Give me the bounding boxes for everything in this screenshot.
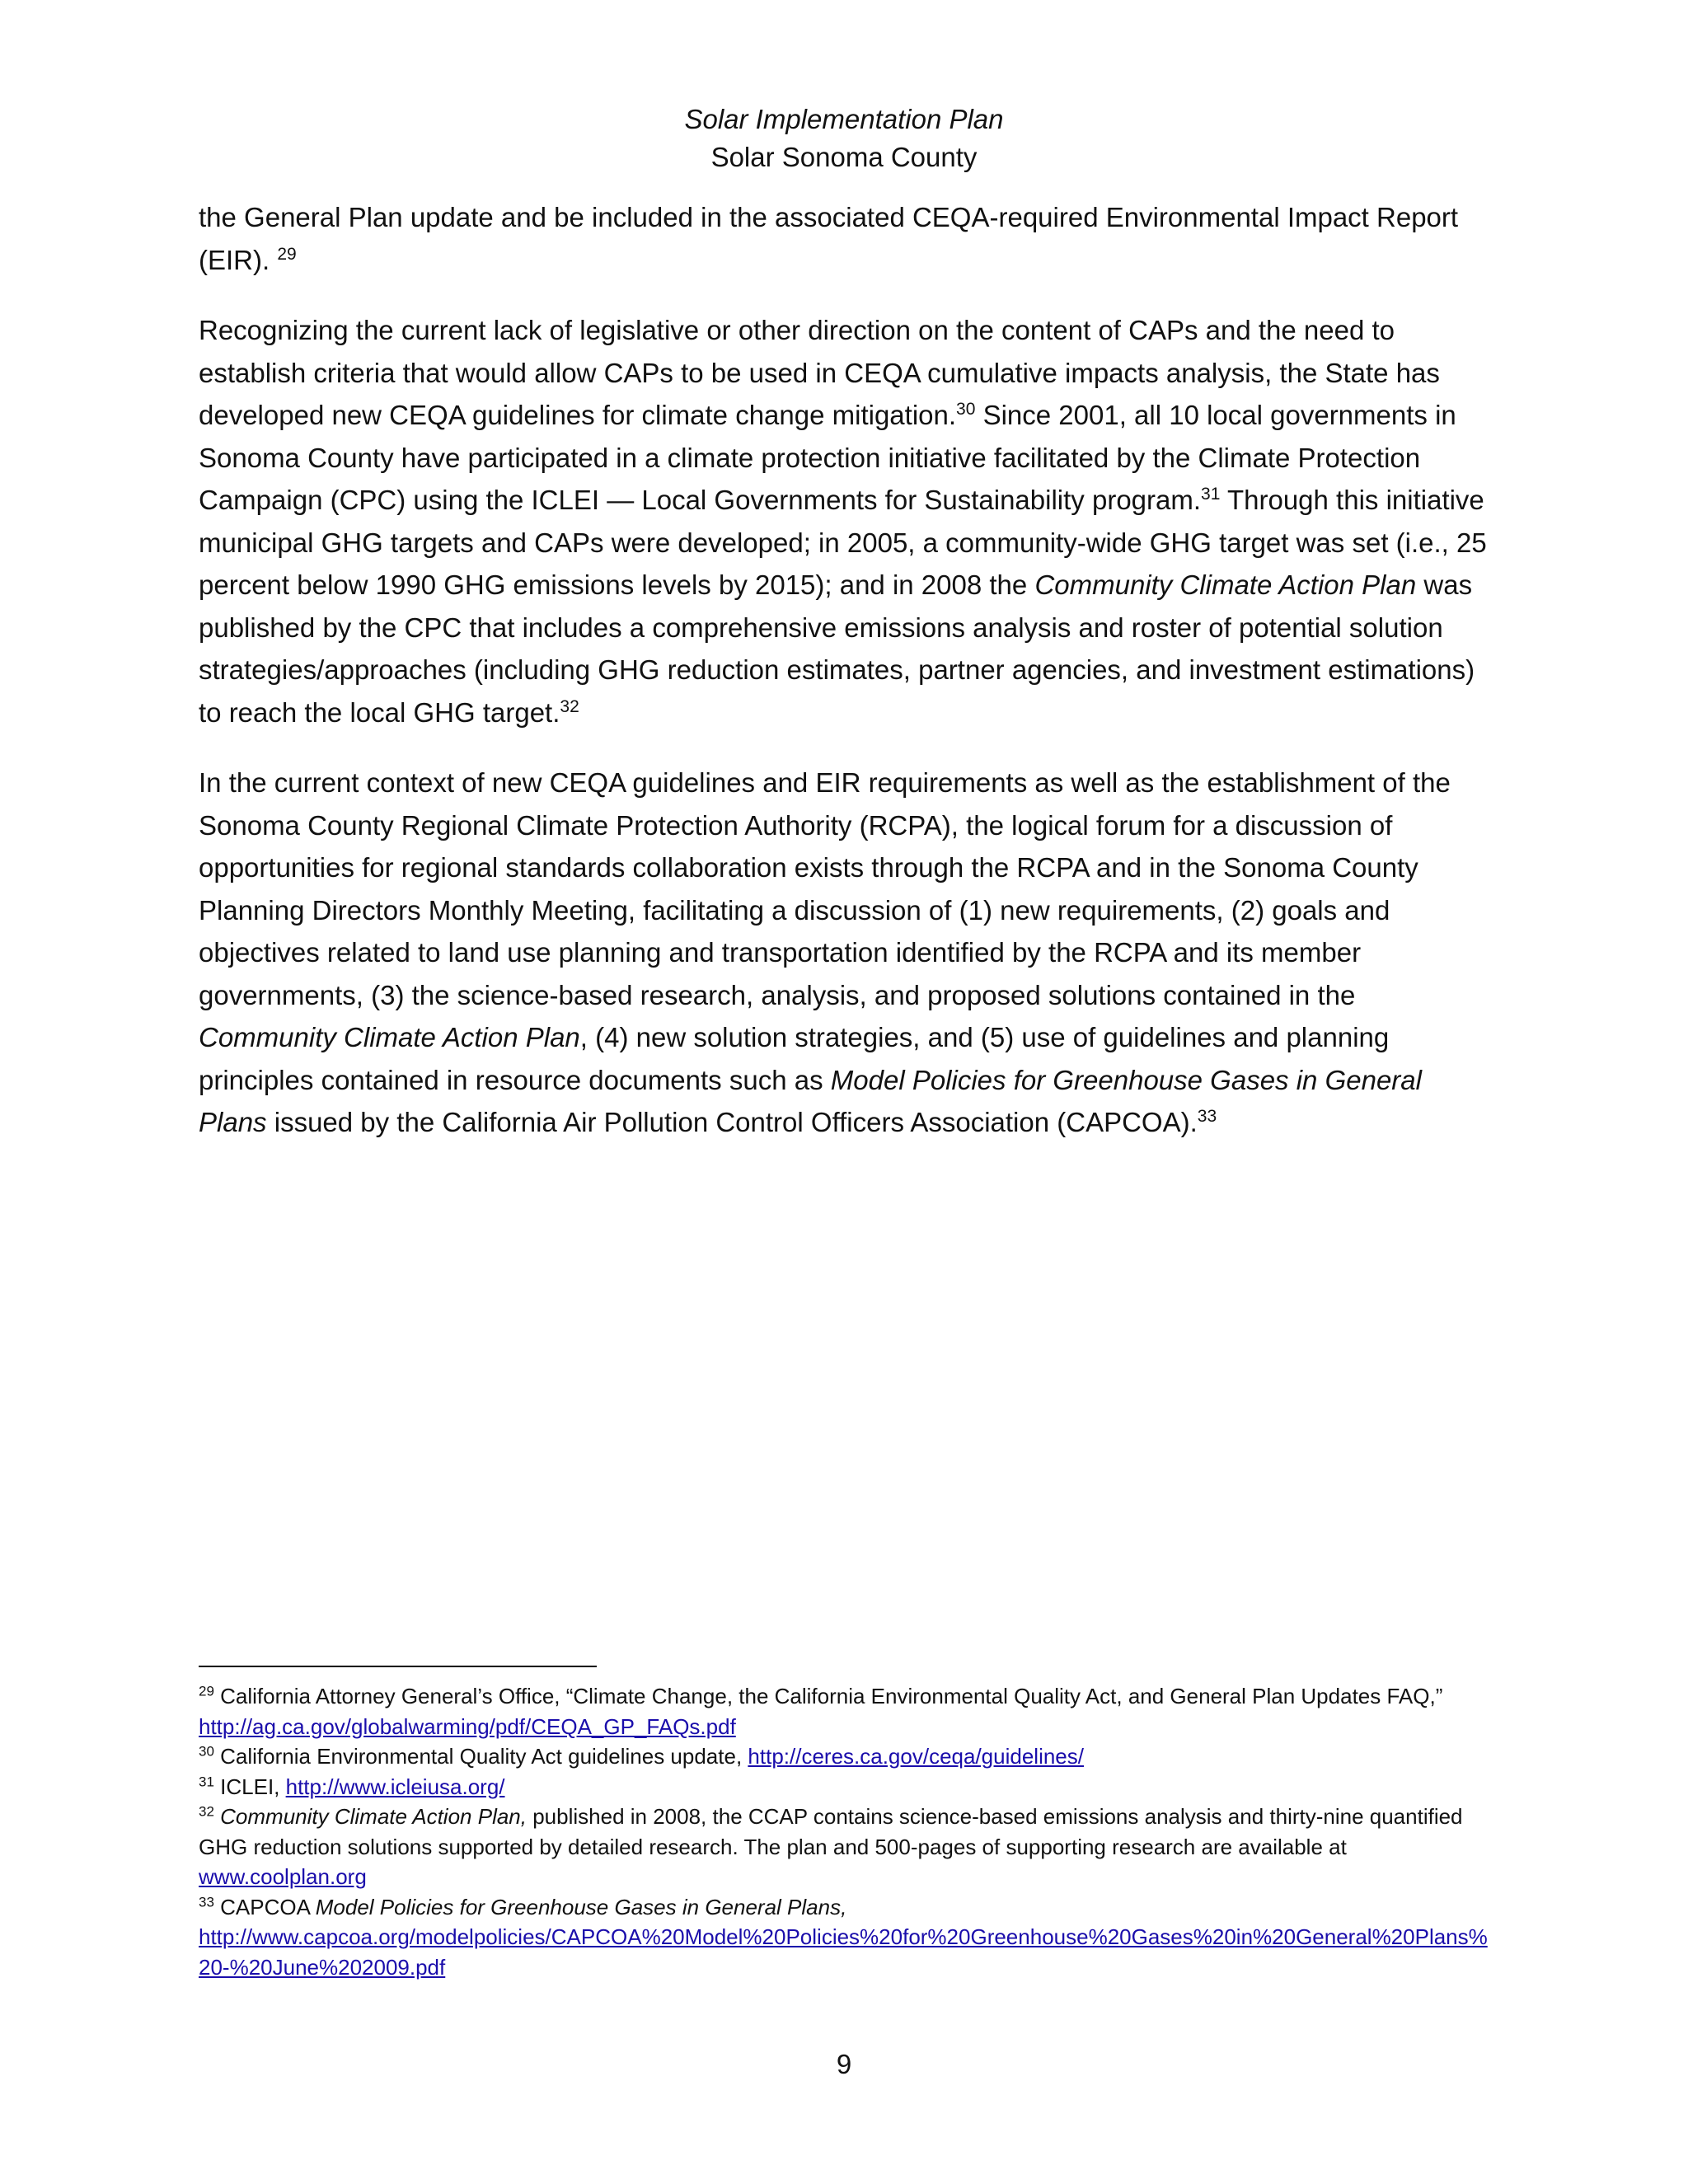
running-header (0, 101, 1688, 176)
footnote-number: 29 (199, 1683, 214, 1699)
italic-title: Model Policies for Greenhouse Gases in General Plans (199, 1064, 1422, 1137)
paragraph-text: was published by the CPC that includes a comprehensive emissions analysis and roster of potential solution strategies/approaches (including GHG reduction estimates, partner agencies, and investment estimations) to reach the local GHG target. (199, 569, 1475, 728)
header-title: Solar Implementation Plan (684, 104, 1004, 134)
footnote-number: 31 (199, 1773, 214, 1789)
paragraph-text: In the current context of new CEQA guidelines and EIR requirements as well as the establishment of the Sonoma County Regional Climate Protection Authority (RCPA), the logical forum for a discussion of opportunities for regional standards collaboration exists through the RCPA and in the Sonoma County Planning Directors Monthly Meeting, facilitating a discussion of (1) new requirements, (2) goals and objectives related to land use planning and transportation identified by the RCPA and its member governments, (3) the science-based research, analysis, and proposed solutions contained in the (199, 767, 1451, 1010)
paragraph-text: Since 2001, all 10 local governments in Sonoma County have participated in a climate protection initiative facilitated by the Climate Protection Campaign (CPC) using the ICLEI — Local Governments for Sustainability program. (199, 400, 1456, 515)
footnote-text: ICLEI, (213, 1774, 286, 1799)
header-subtitle: Solar Sonoma County (710, 142, 978, 172)
footnote-italic-title: Community Climate Action Plan, (220, 1804, 527, 1829)
footnote-divider (199, 1666, 597, 1667)
footnote-31 (199, 1772, 1493, 1802)
footnote-text: California Attorney General’s Office, “Climate Change, the California Environmental Quality Act, and General Plan Updates FAQ,” (213, 1684, 1443, 1708)
footnote-link[interactable]: http://ag.ca.gov/globalwarming/pdf/CEQA_GP_FAQs.pdf (199, 1713, 736, 1739)
paragraph-text: issued by the California Air Pollution Control Officers Association (CAPCOA). (266, 1107, 1198, 1137)
footnote-number: 30 (199, 1743, 214, 1760)
footnote-30 (199, 1741, 1493, 1772)
paragraph-1 (199, 196, 1493, 281)
footnote-link[interactable]: http://ceres.ca.gov/ceqa/guidelines/ (748, 1744, 1084, 1769)
footnote-ref-32[interactable]: 32 (560, 696, 579, 716)
italic-title: Community Climate Action Plan (199, 1022, 580, 1052)
footnote-ref-33[interactable]: 33 (1197, 1107, 1217, 1126)
footnote-italic-title: Model Policies for Greenhouse Gases in General Plans, (315, 1894, 847, 1919)
paragraph-3 (199, 762, 1493, 1144)
footnote-number: 33 (199, 1893, 214, 1910)
paragraph-text: Recognizing the current lack of legislative or other direction on the content of CAPs and the need to establish criteria that would allow CAPs to be used in CEQA cumulative impacts analysis, the State has developed new CEQA guidelines for climate change mitigation. (199, 315, 1440, 430)
footnote-text: published in 2008, the CCAP contains science-based emissions analysis and thirty-nine quantified GHG reduction solutions supported by detailed research. The plan and 500-pages of supporting research are available at (199, 1804, 1463, 1859)
footnote-link[interactable]: http://www.capcoa.org/modelpolicies/CAPCOA%20Model%20Policies%20for%20Greenhouse%20Gases%20in%20General%20Plans%20-%20June%202009.pdf (199, 1924, 1488, 1980)
footnote-29 (199, 1681, 1493, 1741)
paragraph-text: the General Plan update and be included in the associated CEQA-required Environmental Impact Report (EIR). (199, 202, 1459, 275)
footnote-text: CAPCOA (213, 1894, 316, 1919)
footnote-number: 32 (199, 1803, 214, 1820)
paragraph-text: Through this initiative municipal GHG targets and CAPs were developed; in 2005, a community-wide GHG target was set (i.e., 25 percent below 1990 GHG emissions levels by 2015); and in 2008 the (199, 485, 1487, 600)
body-text (199, 196, 1493, 1172)
footnote-ref-31[interactable]: 31 (1201, 485, 1221, 504)
footnotes-section (199, 1681, 1493, 1982)
paragraph-text: , (4) new solution strategies, and (5) use of guidelines and planning principles contained in resource documents such as (199, 1022, 1390, 1095)
paragraph-2 (199, 309, 1493, 733)
footnote-33 (199, 1892, 1493, 1983)
footnote-ref-30[interactable]: 30 (956, 400, 976, 419)
footnote-link[interactable]: http://www.icleiusa.org/ (285, 1774, 505, 1799)
footnote-link[interactable]: www.coolplan.org (199, 1864, 367, 1889)
footnote-32 (199, 1802, 1493, 1892)
footnote-text: California Environmental Quality Act guidelines update, (213, 1744, 748, 1769)
page-number: 9 (836, 2049, 852, 2079)
footnote-ref-29[interactable]: 29 (277, 244, 297, 264)
italic-title: Community Climate Action Plan (1034, 569, 1417, 600)
